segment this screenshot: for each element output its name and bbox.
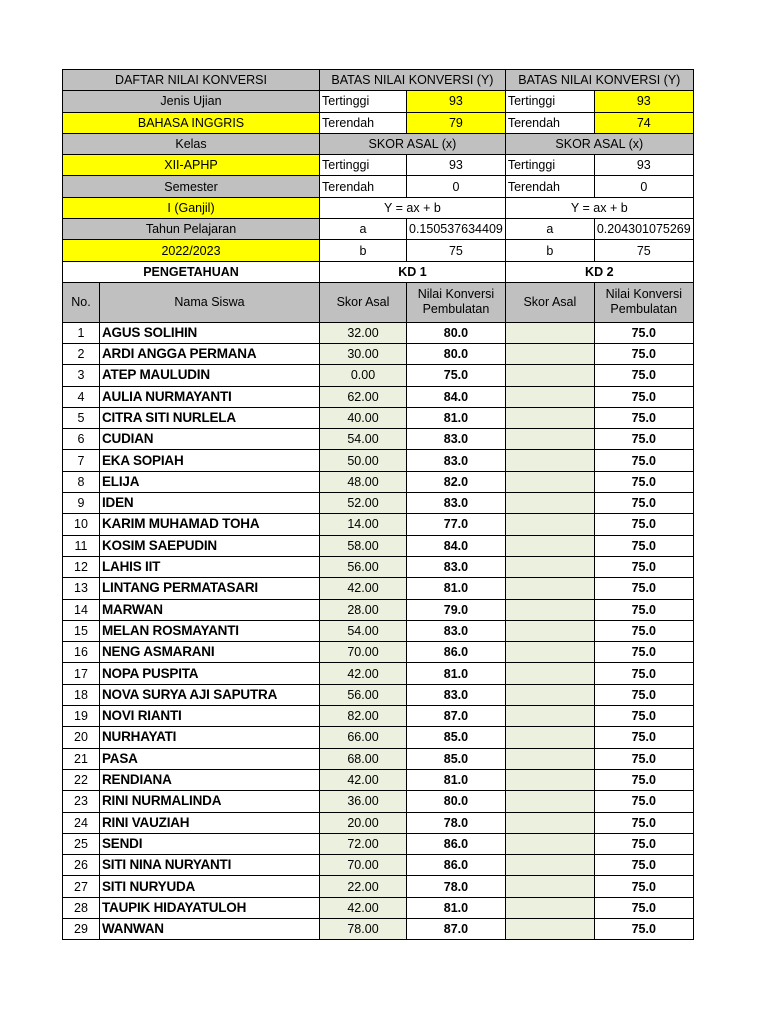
kd2-nilai-konversi[interactable]: 75.0 — [594, 322, 693, 343]
kd1-skor-asal[interactable]: 36.00 — [320, 791, 407, 812]
table-row — [63, 322, 694, 343]
student-name: TAUPIK HIDAYATULOH — [100, 897, 320, 918]
table-row — [63, 812, 694, 833]
b-label: b — [320, 240, 407, 261]
kd2-nilai-konversi[interactable]: 75.0 — [594, 450, 693, 471]
table-row — [63, 663, 694, 684]
kd1-skor-asal[interactable]: 66.00 — [320, 727, 407, 748]
kd2-y-terendah[interactable]: 74 — [594, 112, 693, 133]
student-no: 24 — [63, 812, 100, 833]
kd1-a-value[interactable]: 0.150537634409 — [407, 219, 506, 240]
table-row — [63, 535, 694, 556]
a-label: a — [320, 219, 407, 240]
table-row — [63, 876, 694, 897]
kd1-header: KD 1 — [320, 261, 506, 282]
table-row — [63, 769, 694, 790]
kd1-nilai-konversi[interactable]: 80.0 — [407, 791, 506, 812]
table-row — [63, 578, 694, 599]
student-no: 11 — [63, 535, 100, 556]
kd1-nilai-konversi[interactable]: 81.0 — [407, 663, 506, 684]
batas-title-kd1: BATAS NILAI KONVERSI (Y) — [320, 70, 506, 91]
skor-asal-title-kd1: SKOR ASAL (x) — [320, 133, 506, 154]
kd2-nilai-konversi[interactable]: 75.0 — [594, 407, 693, 428]
kd2-skor-asal[interactable] — [505, 343, 594, 364]
kd1-nilai-konversi[interactable]: 83.0 — [407, 429, 506, 450]
student-name: CITRA SITI NURLELA — [100, 407, 320, 428]
kd2-nilai-konversi[interactable]: 75.0 — [594, 386, 693, 407]
kd2-skor-asal[interactable] — [505, 642, 594, 663]
terendah-label: Terendah — [320, 176, 407, 197]
student-name: SENDI — [100, 833, 320, 854]
kd2-nilai-konversi[interactable]: 75.0 — [594, 365, 693, 386]
table-row — [63, 429, 694, 450]
kd2-skor-asal[interactable] — [505, 599, 594, 620]
table-row — [63, 918, 694, 939]
jenis-ujian-label: Jenis Ujian — [63, 91, 320, 112]
student-name: MARWAN — [100, 599, 320, 620]
kd2-y-tertinggi[interactable]: 93 — [594, 91, 693, 112]
student-no: 28 — [63, 897, 100, 918]
kd1-nilai-konversi[interactable]: 86.0 — [407, 833, 506, 854]
table-row — [63, 684, 694, 705]
student-no: 16 — [63, 642, 100, 663]
kd1-skor-asal[interactable]: 50.00 — [320, 450, 407, 471]
table-row — [63, 897, 694, 918]
kd1-y-terendah[interactable]: 79 — [407, 112, 506, 133]
kd2-skor-asal[interactable] — [505, 493, 594, 514]
kd1-skor-asal[interactable]: 20.00 — [320, 812, 407, 833]
tertinggi-label: Tertinggi — [320, 155, 407, 176]
a-label: a — [505, 219, 594, 240]
kd1-nilai-konversi[interactable]: 82.0 — [407, 471, 506, 492]
student-no: 15 — [63, 620, 100, 641]
kd1-nilai-konversi[interactable]: 83.0 — [407, 493, 506, 514]
kd2-nilai-konversi[interactable]: 75.0 — [594, 620, 693, 641]
kd1-nilai-konversi[interactable]: 86.0 — [407, 642, 506, 663]
kd2-nilai-konversi[interactable]: 75.0 — [594, 599, 693, 620]
kd1-skor-asal[interactable]: 78.00 — [320, 918, 407, 939]
kd1-nilai-konversi[interactable]: 87.0 — [407, 706, 506, 727]
kd2-skor-asal[interactable] — [505, 833, 594, 854]
kd2-nilai-konversi[interactable]: 75.0 — [594, 706, 693, 727]
kelas-label: Kelas — [63, 133, 320, 154]
table-row — [63, 471, 694, 492]
table-row — [63, 450, 694, 471]
kd2-skor-asal[interactable] — [505, 407, 594, 428]
kd1-skor-asal[interactable]: 40.00 — [320, 407, 407, 428]
col-skor-asal-kd2: Skor Asal — [505, 282, 594, 322]
student-no: 19 — [63, 706, 100, 727]
kd1-nilai-konversi[interactable]: 83.0 — [407, 620, 506, 641]
table-row — [63, 642, 694, 663]
kd1-nilai-konversi[interactable]: 83.0 — [407, 450, 506, 471]
kd2-x-terendah[interactable]: 0 — [594, 176, 693, 197]
kd2-nilai-konversi[interactable]: 75.0 — [594, 876, 693, 897]
kd1-nilai-konversi[interactable]: 75.0 — [407, 365, 506, 386]
student-no: 27 — [63, 876, 100, 897]
kd1-nilai-konversi[interactable]: 81.0 — [407, 407, 506, 428]
kd1-nilai-konversi[interactable]: 81.0 — [407, 578, 506, 599]
table-row — [63, 727, 694, 748]
col-nama-siswa: Nama Siswa — [100, 282, 320, 322]
student-name: NOVI RIANTI — [100, 706, 320, 727]
student-name: AGUS SOLIHIN — [100, 322, 320, 343]
kd2-nilai-konversi[interactable]: 75.0 — [594, 578, 693, 599]
student-no: 4 — [63, 386, 100, 407]
col-no: No. — [63, 282, 100, 322]
kd2-nilai-konversi[interactable]: 75.0 — [594, 855, 693, 876]
kd1-skor-asal[interactable]: 70.00 — [320, 855, 407, 876]
semester-value[interactable]: I (Ganjil) — [63, 197, 320, 218]
section-label: PENGETAHUAN — [63, 261, 320, 282]
student-no: 2 — [63, 343, 100, 364]
kelas-value[interactable]: XII-APHP — [63, 155, 320, 176]
student-name: RINI VAUZIAH — [100, 812, 320, 833]
student-no: 8 — [63, 471, 100, 492]
kd2-skor-asal[interactable] — [505, 365, 594, 386]
kd1-nilai-konversi[interactable]: 83.0 — [407, 556, 506, 577]
kd1-nilai-konversi[interactable]: 84.0 — [407, 535, 506, 556]
student-name: IDEN — [100, 493, 320, 514]
kd2-skor-asal[interactable] — [505, 769, 594, 790]
kd1-skor-asal[interactable]: 54.00 — [320, 620, 407, 641]
kd1-skor-asal[interactable]: 68.00 — [320, 748, 407, 769]
student-name: ARDI ANGGA PERMANA — [100, 343, 320, 364]
table-row — [63, 343, 694, 364]
table-row — [63, 599, 694, 620]
kd2-nilai-konversi[interactable]: 75.0 — [594, 791, 693, 812]
student-no: 26 — [63, 855, 100, 876]
kd2-a-value[interactable]: 0.204301075269 — [594, 219, 693, 240]
kd2-skor-asal[interactable] — [505, 727, 594, 748]
kd1-skor-asal[interactable]: 82.00 — [320, 706, 407, 727]
tahun-label: Tahun Pelajaran — [63, 219, 320, 240]
kd1-skor-asal[interactable]: 54.00 — [320, 429, 407, 450]
kd2-skor-asal[interactable] — [505, 663, 594, 684]
student-no: 13 — [63, 578, 100, 599]
kd1-nilai-konversi[interactable]: 79.0 — [407, 599, 506, 620]
kd1-y-tertinggi[interactable]: 93 — [407, 91, 506, 112]
kd1-skor-asal[interactable]: 62.00 — [320, 386, 407, 407]
kd2-skor-asal[interactable] — [505, 684, 594, 705]
kd1-nilai-konversi[interactable]: 84.0 — [407, 386, 506, 407]
student-name: NURHAYATI — [100, 727, 320, 748]
table-row — [63, 365, 694, 386]
student-name: MELAN ROSMAYANTI — [100, 620, 320, 641]
student-name: WANWAN — [100, 918, 320, 939]
student-no: 14 — [63, 599, 100, 620]
table-row — [63, 407, 694, 428]
student-no: 5 — [63, 407, 100, 428]
terendah-label: Terendah — [505, 176, 594, 197]
student-name: NOPA PUSPITA — [100, 663, 320, 684]
kd1-nilai-konversi[interactable]: 80.0 — [407, 322, 506, 343]
student-no: 3 — [63, 365, 100, 386]
table-row — [63, 748, 694, 769]
semester-label: Semester — [63, 176, 320, 197]
table-row — [63, 855, 694, 876]
table-row — [63, 833, 694, 854]
kd2-skor-asal[interactable] — [505, 556, 594, 577]
kd2-nilai-konversi[interactable]: 75.0 — [594, 918, 693, 939]
kd2-nilai-konversi[interactable]: 75.0 — [594, 684, 693, 705]
col-nilai-konversi-kd2: Nilai Konversi Pembulatan — [594, 282, 693, 322]
student-no: 9 — [63, 493, 100, 514]
kd1-nilai-konversi[interactable]: 85.0 — [407, 748, 506, 769]
kd1-skor-asal[interactable]: 28.00 — [320, 599, 407, 620]
kd2-nilai-konversi[interactable]: 75.0 — [594, 471, 693, 492]
kd2-nilai-konversi[interactable]: 75.0 — [594, 769, 693, 790]
kd1-skor-asal[interactable]: 0.00 — [320, 365, 407, 386]
student-name: NENG ASMARANI — [100, 642, 320, 663]
student-no: 17 — [63, 663, 100, 684]
kd1-skor-asal[interactable]: 52.00 — [320, 493, 407, 514]
kd1-x-terendah[interactable]: 0 — [407, 176, 506, 197]
kd1-b-value[interactable]: 75 — [407, 240, 506, 261]
kd2-skor-asal[interactable] — [505, 450, 594, 471]
kd2-x-tertinggi[interactable]: 93 — [594, 155, 693, 176]
student-name: SITI NURYUDA — [100, 876, 320, 897]
formula-kd1: Y = ax + b — [320, 197, 506, 218]
tertinggi-label: Tertinggi — [505, 155, 594, 176]
kd2-skor-asal[interactable] — [505, 620, 594, 641]
kd2-nilai-konversi[interactable]: 75.0 — [594, 343, 693, 364]
kd2-skor-asal[interactable] — [505, 322, 594, 343]
student-name: RENDIANA — [100, 769, 320, 790]
student-name: NOVA SURYA AJI SAPUTRA — [100, 684, 320, 705]
kd1-nilai-konversi[interactable]: 81.0 — [407, 897, 506, 918]
terendah-label: Terendah — [320, 112, 407, 133]
kd2-skor-asal[interactable] — [505, 791, 594, 812]
kd2-nilai-konversi[interactable]: 75.0 — [594, 812, 693, 833]
kd1-skor-asal[interactable]: 56.00 — [320, 684, 407, 705]
kd2-nilai-konversi[interactable]: 75.0 — [594, 663, 693, 684]
kd2-nilai-konversi[interactable]: 75.0 — [594, 556, 693, 577]
kd2-skor-asal[interactable] — [505, 535, 594, 556]
kd1-nilai-konversi[interactable]: 83.0 — [407, 684, 506, 705]
kd1-skor-asal[interactable]: 56.00 — [320, 556, 407, 577]
kd2-skor-asal[interactable] — [505, 748, 594, 769]
kd1-skor-asal[interactable]: 42.00 — [320, 897, 407, 918]
student-no: 25 — [63, 833, 100, 854]
kd2-skor-asal[interactable] — [505, 386, 594, 407]
kd1-x-tertinggi[interactable]: 93 — [407, 155, 506, 176]
kd1-skor-asal[interactable]: 72.00 — [320, 833, 407, 854]
kd1-nilai-konversi[interactable]: 85.0 — [407, 727, 506, 748]
student-name: AULIA NURMAYANTI — [100, 386, 320, 407]
table-row — [63, 514, 694, 535]
kd1-nilai-konversi[interactable]: 78.0 — [407, 812, 506, 833]
student-name: LAHIS IIT — [100, 556, 320, 577]
kd1-skor-asal[interactable]: 42.00 — [320, 663, 407, 684]
kd1-skor-asal[interactable]: 14.00 — [320, 514, 407, 535]
kd1-nilai-konversi[interactable]: 86.0 — [407, 855, 506, 876]
sheet-title: DAFTAR NILAI KONVERSI — [63, 70, 320, 91]
kd1-skor-asal[interactable]: 70.00 — [320, 642, 407, 663]
kd1-skor-asal[interactable]: 42.00 — [320, 769, 407, 790]
kd2-skor-asal[interactable] — [505, 514, 594, 535]
kd2-skor-asal[interactable] — [505, 578, 594, 599]
col-skor-asal-kd1: Skor Asal — [320, 282, 407, 322]
kd1-nilai-konversi[interactable]: 81.0 — [407, 769, 506, 790]
kd2-header: KD 2 — [505, 261, 693, 282]
kd1-skor-asal[interactable]: 32.00 — [320, 322, 407, 343]
formula-kd2: Y = ax + b — [505, 197, 693, 218]
grade-conversion-table — [62, 69, 694, 940]
student-no: 22 — [63, 769, 100, 790]
table-row — [63, 386, 694, 407]
table-row — [63, 620, 694, 641]
kd1-nilai-konversi[interactable]: 77.0 — [407, 514, 506, 535]
kd2-skor-asal[interactable] — [505, 918, 594, 939]
kd2-nilai-konversi[interactable]: 75.0 — [594, 429, 693, 450]
tertinggi-label: Tertinggi — [320, 91, 407, 112]
student-no: 21 — [63, 748, 100, 769]
kd1-nilai-konversi[interactable]: 87.0 — [407, 918, 506, 939]
kd2-skor-asal[interactable] — [505, 812, 594, 833]
student-no: 12 — [63, 556, 100, 577]
student-name: LINTANG PERMATASARI — [100, 578, 320, 599]
student-name: KOSIM SAEPUDIN — [100, 535, 320, 556]
table-row — [63, 493, 694, 514]
student-no: 29 — [63, 918, 100, 939]
kd2-skor-asal[interactable] — [505, 897, 594, 918]
kd2-skor-asal[interactable] — [505, 471, 594, 492]
student-name: KARIM MUHAMAD TOHA — [100, 514, 320, 535]
student-name: ATEP MAULUDIN — [100, 365, 320, 386]
b-label: b — [505, 240, 594, 261]
student-no: 18 — [63, 684, 100, 705]
kd2-nilai-konversi[interactable]: 75.0 — [594, 493, 693, 514]
student-name: PASA — [100, 748, 320, 769]
tertinggi-label: Tertinggi — [505, 91, 594, 112]
student-no: 20 — [63, 727, 100, 748]
table-row — [63, 556, 694, 577]
student-name: ELIJA — [100, 471, 320, 492]
jenis-ujian-value[interactable]: BAHASA INGGRIS — [63, 112, 320, 133]
skor-asal-title-kd2: SKOR ASAL (x) — [505, 133, 693, 154]
kd2-skor-asal[interactable] — [505, 855, 594, 876]
batas-title-kd2: BATAS NILAI KONVERSI (Y) — [505, 70, 693, 91]
kd2-skor-asal[interactable] — [505, 429, 594, 450]
student-no: 10 — [63, 514, 100, 535]
kd2-skor-asal[interactable] — [505, 876, 594, 897]
kd2-nilai-konversi[interactable]: 75.0 — [594, 642, 693, 663]
table-row — [63, 706, 694, 727]
kd2-nilai-konversi[interactable]: 75.0 — [594, 748, 693, 769]
kd1-nilai-konversi[interactable]: 78.0 — [407, 876, 506, 897]
student-no: 23 — [63, 791, 100, 812]
student-no: 7 — [63, 450, 100, 471]
kd1-skor-asal[interactable]: 22.00 — [320, 876, 407, 897]
kd2-nilai-konversi[interactable]: 75.0 — [594, 514, 693, 535]
student-name: CUDIAN — [100, 429, 320, 450]
kd2-skor-asal[interactable] — [505, 706, 594, 727]
tahun-value[interactable]: 2022/2023 — [63, 240, 320, 261]
student-name: EKA SOPIAH — [100, 450, 320, 471]
kd2-b-value[interactable]: 75 — [594, 240, 693, 261]
kd2-nilai-konversi[interactable]: 75.0 — [594, 535, 693, 556]
col-nilai-konversi-kd1: Nilai Konversi Pembulatan — [407, 282, 506, 322]
kd1-skor-asal[interactable]: 30.00 — [320, 343, 407, 364]
student-name: RINI NURMALINDA — [100, 791, 320, 812]
student-no: 1 — [63, 322, 100, 343]
kd1-skor-asal[interactable]: 58.00 — [320, 535, 407, 556]
kd2-nilai-konversi[interactable]: 75.0 — [594, 897, 693, 918]
student-name: SITI NINA NURYANTI — [100, 855, 320, 876]
kd2-nilai-konversi[interactable]: 75.0 — [594, 727, 693, 748]
kd1-skor-asal[interactable]: 48.00 — [320, 471, 407, 492]
kd1-skor-asal[interactable]: 42.00 — [320, 578, 407, 599]
kd2-nilai-konversi[interactable]: 75.0 — [594, 833, 693, 854]
terendah-label: Terendah — [505, 112, 594, 133]
table-row — [63, 791, 694, 812]
kd1-nilai-konversi[interactable]: 80.0 — [407, 343, 506, 364]
student-no: 6 — [63, 429, 100, 450]
